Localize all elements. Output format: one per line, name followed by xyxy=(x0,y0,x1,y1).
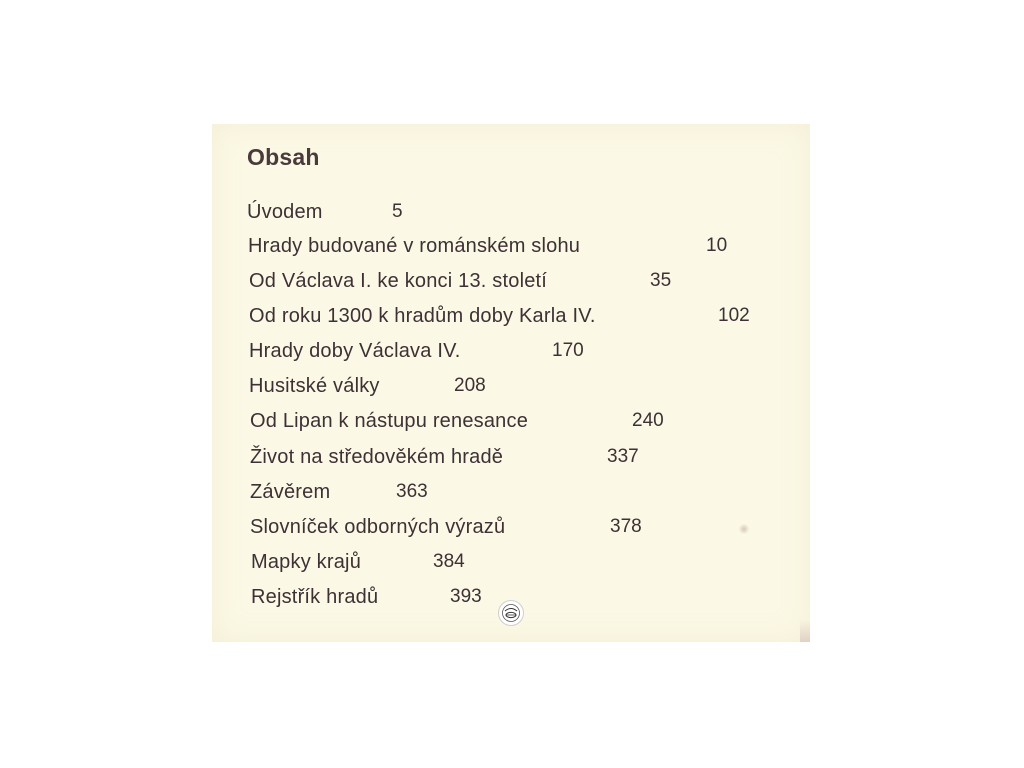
toc-entry-page: 35 xyxy=(650,270,672,291)
stamp-logo-icon-graphic xyxy=(501,603,521,623)
toc-entry-label: Husitské války xyxy=(249,375,380,397)
toc-entry xyxy=(212,235,810,265)
toc-entry-label: Od Václava I. ke konci 13. století xyxy=(249,270,548,292)
toc-entry-label: Mapky krajů xyxy=(251,551,362,573)
toc-entry-label: Úvodem xyxy=(247,201,323,223)
toc-entry-page: 102 xyxy=(718,305,750,326)
toc-entry-label: Hrady doby Václava IV. xyxy=(249,340,461,362)
toc-entry xyxy=(212,375,810,405)
toc-entry-label: Život na středověkém hradě xyxy=(250,446,504,468)
toc-entry xyxy=(212,201,810,231)
toc-entry-label: Závěrem xyxy=(250,481,331,503)
toc-entry xyxy=(212,481,810,511)
toc-entry-page: 170 xyxy=(552,340,584,361)
toc-entry xyxy=(212,270,810,300)
toc-entry-label: Od roku 1300 k hradům doby Karla IV. xyxy=(249,305,596,327)
stamp-logo-icon xyxy=(498,600,524,626)
toc-entry-page: 5 xyxy=(392,201,403,222)
toc-entry-label: Rejstřík hradů xyxy=(251,586,379,608)
toc-entry-page: 337 xyxy=(607,446,639,467)
toc-entry-page: 208 xyxy=(454,375,486,396)
toc-entry-page: 378 xyxy=(610,516,642,537)
toc-entry-label: Slovníček odborných výrazů xyxy=(250,516,506,538)
toc-entry-label: Hrady budované v románském slohu xyxy=(248,235,581,257)
page-title: Obsah xyxy=(247,144,320,170)
toc-entry xyxy=(212,340,810,370)
toc-entry-page: 363 xyxy=(396,481,428,502)
toc-entry-page: 384 xyxy=(433,551,465,572)
book-page xyxy=(212,124,810,642)
toc-entry-page: 393 xyxy=(450,586,482,607)
toc-entry-page: 10 xyxy=(706,235,728,256)
toc-entry xyxy=(212,516,810,546)
toc-entry-page: 240 xyxy=(632,410,664,431)
toc-entry xyxy=(212,446,810,476)
toc-entry xyxy=(212,305,810,335)
toc-entry xyxy=(212,551,810,581)
toc-entry-label: Od Lipan k nástupu renesance xyxy=(250,410,529,432)
paper-smudge xyxy=(738,524,750,534)
toc-entry xyxy=(212,410,810,440)
